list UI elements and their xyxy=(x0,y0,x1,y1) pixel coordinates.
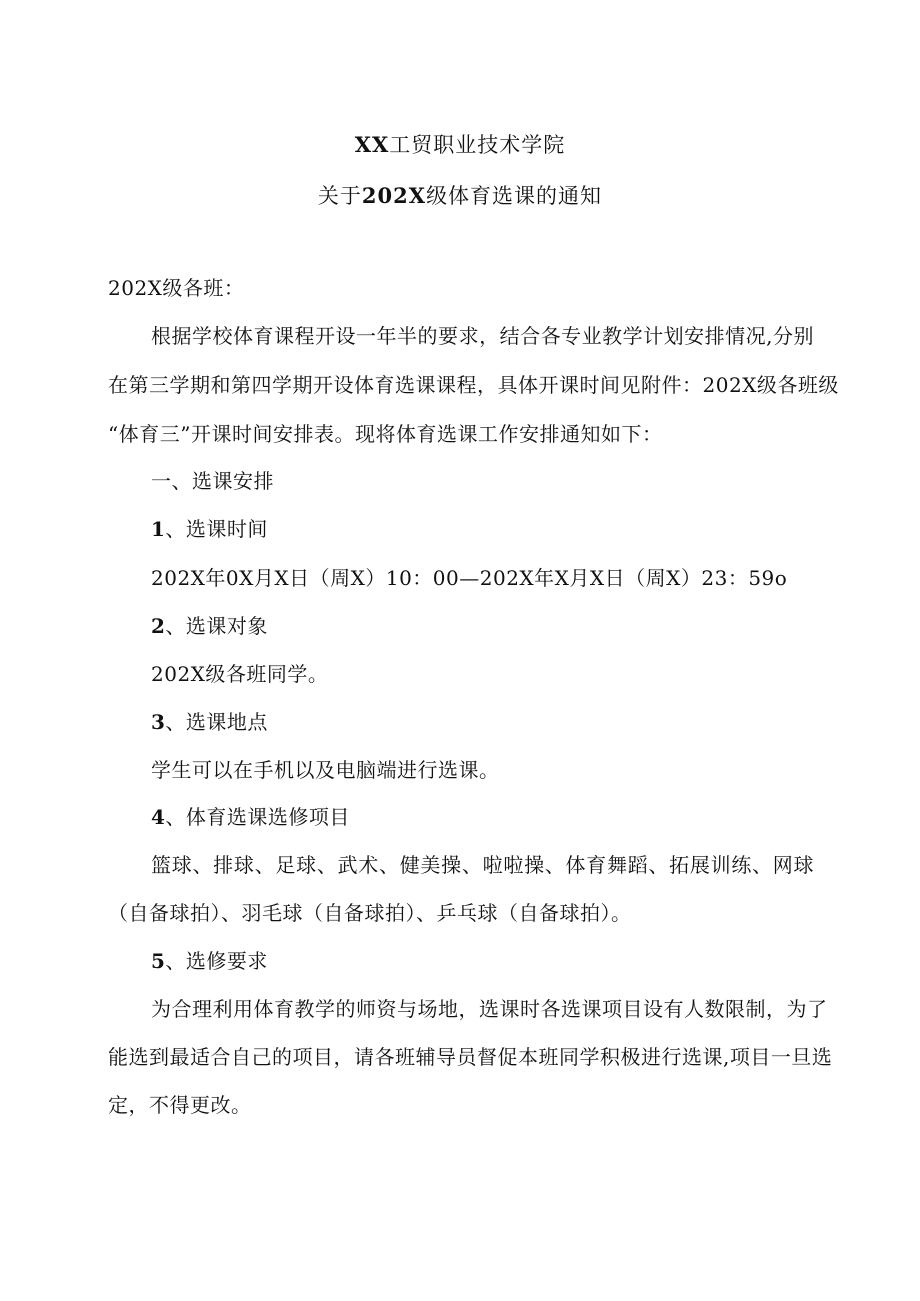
item-5-line-1 xyxy=(151,995,828,1023)
item-3-label: 、选课地点 xyxy=(165,710,268,734)
item-1-number: 1 xyxy=(151,517,166,541)
item-5-label: 、选修要求 xyxy=(165,949,268,973)
item-3-number: 3 xyxy=(151,710,166,734)
item-4-line-2: （自备球拍）、羽毛球（自备球拍）、乒乓球（自备球拍）。 xyxy=(108,901,632,925)
title-bold-segment: XX xyxy=(354,132,390,157)
item-1-heading xyxy=(151,515,268,543)
item-2-label: 、选课对象 xyxy=(165,614,268,638)
item-3-heading xyxy=(151,708,268,736)
item-1-text: 202X年0X月X日（周X）10：00—202X年X月X日（周X）23：59o xyxy=(151,566,788,590)
item-5-line-2: 能选到最适合自己的项目，请各班辅导员督促本班同学积极进行选课,项目一旦选 xyxy=(108,1045,833,1069)
salutation: 202X级各班： xyxy=(108,276,245,300)
item-4-line-1 xyxy=(151,851,814,879)
item-5-line-1-text: 为合理利用体育教学的师资与场地，选课时各选课项目设有人数限制，为了 xyxy=(151,997,828,1021)
item-4-label: 、体育选课选修项目 xyxy=(165,805,350,829)
intro-line-3: “体育三”开课时间安排表。现将体育选课工作安排通知如下： xyxy=(108,422,663,446)
item-2-number: 2 xyxy=(151,614,166,638)
item-1-label: 、选课时间 xyxy=(165,517,268,541)
document-title-institution: XX工贸职业技术学院 xyxy=(354,132,566,157)
item-4-number: 4 xyxy=(151,805,166,829)
item-4-line-1-text: 篮球、排球、足球、武术、健美操、啦啦操、体育舞蹈、拓展训练、网球 xyxy=(151,853,814,877)
item-3-text: 学生可以在手机以及电脑端进行选课。 xyxy=(151,758,500,782)
item-5-heading xyxy=(151,947,268,975)
document-title-subject: 关于202X级体育选课的通知 xyxy=(317,183,603,208)
intro-line-2: 在第三学期和第四学期开设体育选课课程，具体开课时间见附件：202X级各班级 xyxy=(108,373,839,397)
item-5-line-3: 定，不得更改。 xyxy=(108,1093,252,1117)
item-4-heading xyxy=(151,803,350,831)
section-1-heading: 一、选课安排 xyxy=(151,469,274,493)
item-2-text: 202X级各班同学。 xyxy=(151,662,329,686)
item-5-number: 5 xyxy=(151,949,166,973)
intro-line-1 xyxy=(151,322,814,350)
item-2-heading xyxy=(151,612,268,640)
title-bold-segment: 202X xyxy=(361,183,427,208)
intro-line-1-text: 根据学校体育课程开设一年半的要求，结合各专业教学计划安排情况,分别 xyxy=(151,324,814,348)
